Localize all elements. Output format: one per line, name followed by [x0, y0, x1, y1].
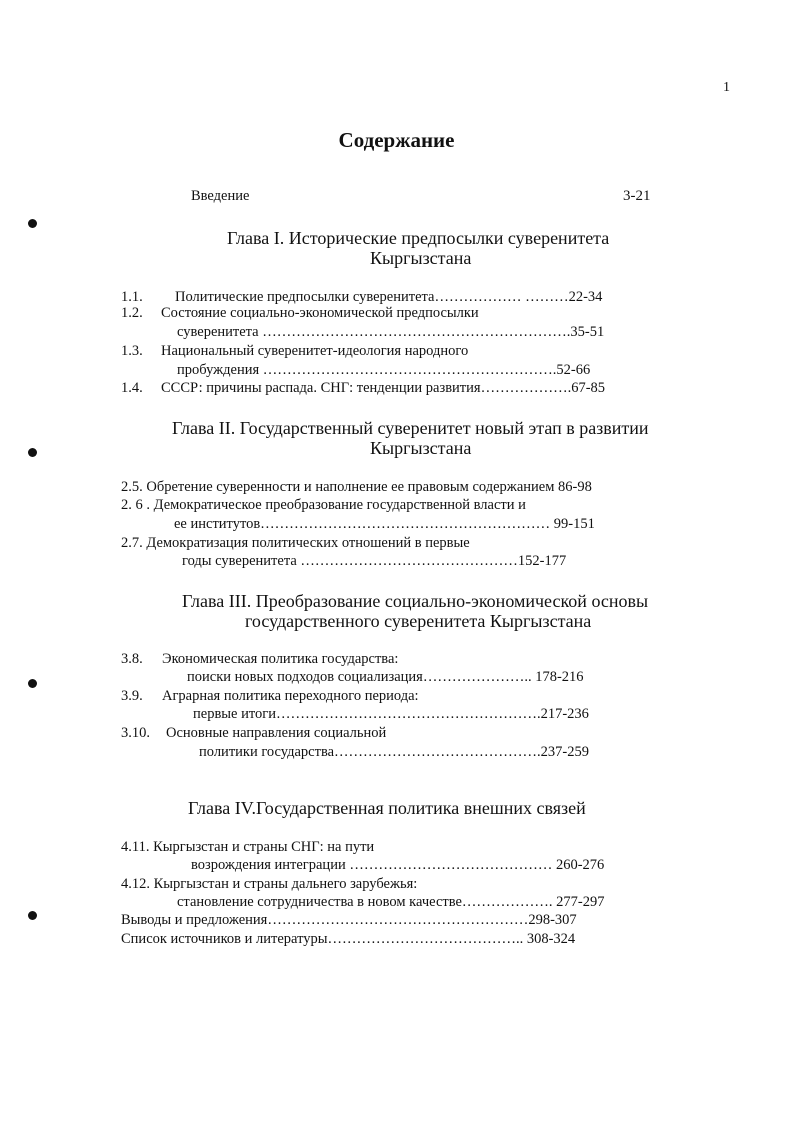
- toc-entry: 4.11. Кыргызстан и страны СНГ: на пути: [121, 839, 375, 855]
- toc-entry: Политические предпосылки суверенитета……………… ………22-34: [175, 289, 603, 305]
- chapter3-heading-line2: государственного суверенитета Кыргызстана: [245, 611, 592, 631]
- toc-entry: СССР: причины распада. СНГ: тенденции развития……………….67-85: [161, 380, 606, 396]
- toc-entry: Основные направления социальной: [166, 725, 387, 741]
- intro-label: Введение: [191, 188, 250, 204]
- toc-num: 1.2.: [121, 305, 143, 321]
- toc-entry: становление сотрудничества в новом качестве………………. 277-297: [177, 894, 605, 910]
- toc-num: 1.1.: [121, 289, 143, 305]
- toc-entry: Национальный суверенитет-идеология народного: [161, 343, 469, 359]
- toc-num: 1.3.: [121, 343, 143, 359]
- toc-entry: ее институтов…………………………………………………… 99-151: [174, 516, 595, 532]
- toc-entry: 2.7. Демократизация политических отношений в первые: [121, 535, 470, 551]
- page-number: 1: [723, 80, 730, 95]
- toc-num: 3.8.: [121, 651, 143, 667]
- binder-hole-mark: [28, 911, 37, 920]
- chapter1-heading-line2: Кыргызстана: [370, 248, 472, 268]
- toc-num: 1.4.: [121, 380, 143, 396]
- toc-num: 3.10.: [121, 725, 150, 741]
- toc-entry: пробуждения …………………………………………………….52-66: [177, 362, 591, 378]
- toc-entry: возрождения интеграции …………………………………… 260-276: [191, 857, 605, 873]
- toc-entry: первые итоги……………………………………………….217-236: [193, 706, 589, 722]
- chapter2-heading-line2: Кыргызстана: [370, 438, 472, 458]
- toc-entry: 2.5. Обретение суверенности и наполнение ее правовым содержанием 86-98: [121, 479, 592, 495]
- chapter3-heading-line1: Глава III. Преобразование социально-экономической основы: [182, 591, 649, 611]
- toc-entry: годы суверенитета ………………………………………152-177: [182, 553, 567, 569]
- toc-entry: 4.12. Кыргызстан и страны дальнего зарубежья:: [121, 876, 418, 892]
- chapter4-heading: Глава IV.Государственная политика внешних связей: [188, 798, 586, 818]
- toc-entry: Экономическая политика государства:: [162, 651, 399, 667]
- toc-entry: Аграрная политика переходного периода:: [162, 688, 419, 704]
- toc-entry: поиски новых подходов социализация………………….. 178-216: [187, 669, 584, 685]
- toc-entry: политики государства…………………………………….237-259: [199, 744, 589, 760]
- chapter1-heading-line1: Глава I. Исторические предпосылки суверенитета: [227, 228, 610, 248]
- toc-entry: Выводы и предложения………………………………………………298-307: [121, 912, 577, 928]
- chapter2-heading-line1: Глава II. Государственный суверенитет новый этап в развитии: [172, 418, 649, 438]
- toc-entry: суверенитета ……………………………………………………….35-51: [177, 324, 605, 340]
- binder-hole-mark: [28, 448, 37, 457]
- toc-entry: Список источников и литературы………………………………….. 308-324: [121, 931, 576, 947]
- binder-hole-mark: [28, 679, 37, 688]
- toc-entry: Состояние социально-экономической предпосылки: [161, 305, 479, 321]
- binder-hole-mark: [28, 219, 37, 228]
- toc-num: 3.9.: [121, 688, 143, 704]
- page-title: Содержание: [338, 128, 455, 152]
- toc-entry: 2. 6 . Демократическое преобразование государственной власти и: [121, 497, 526, 513]
- intro-pages: 3-21: [623, 188, 651, 204]
